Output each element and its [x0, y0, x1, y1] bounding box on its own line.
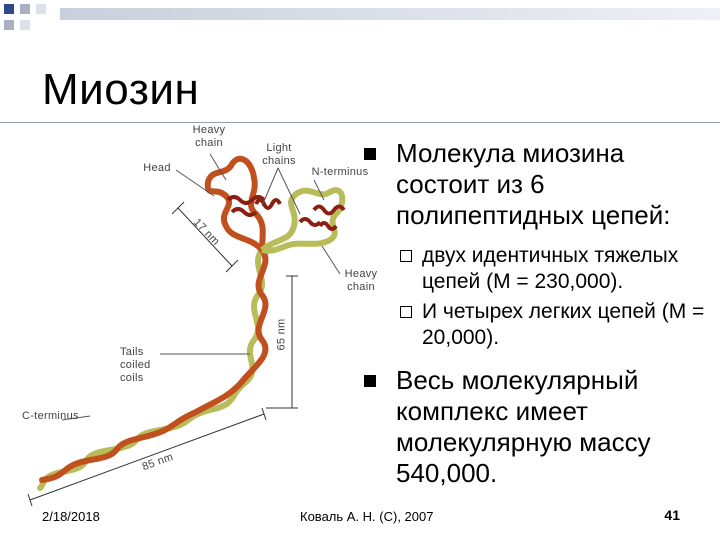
bullet-1-text: Молекула миозина состоит из 6 полипептидных цепей:	[396, 138, 671, 230]
bullet-2	[360, 365, 705, 489]
sub-bullet-2-text: И четырех легких цепей (М = 20,000).	[422, 300, 705, 349]
label-heavy-chain-top: Heavy chain	[192, 124, 226, 149]
label-65nm: 65 nm	[275, 318, 288, 351]
label-c-terminus: C-terminus	[22, 410, 79, 422]
checkbox-square-icon	[400, 306, 412, 318]
bullet-square-icon	[364, 148, 376, 160]
label-heavy-chain-right: Heavy chain	[344, 268, 378, 293]
footer-date: 2/18/2018	[42, 509, 100, 524]
sub-bullet-2	[360, 299, 705, 351]
label-17nm: 17 nm	[190, 216, 222, 248]
sub-bullet-1	[360, 243, 705, 295]
sub-bullet-1-text: двух идентичных тяжелых цепей (М = 230,000).	[422, 244, 679, 293]
bullet-square-icon	[364, 375, 376, 387]
label-light-chains: Light chains	[262, 142, 296, 167]
label-85nm: 85 nm	[140, 450, 175, 474]
bullet-2-text: Весь молекулярный комплекс имеет молекулярную массу 540,000.	[396, 365, 651, 488]
label-head: Head	[143, 162, 171, 174]
slide-content	[360, 138, 705, 501]
light-chains	[228, 197, 344, 229]
slide-title: Миозин	[42, 65, 200, 114]
label-n-terminus: N-terminus	[311, 166, 369, 178]
bullet-1	[360, 138, 705, 231]
page-number: 41	[664, 507, 680, 523]
footer-author: Коваль А. Н. (C), 2007	[300, 509, 434, 524]
label-tails: Tails coiled coils	[120, 346, 151, 384]
checkbox-square-icon	[400, 250, 412, 262]
